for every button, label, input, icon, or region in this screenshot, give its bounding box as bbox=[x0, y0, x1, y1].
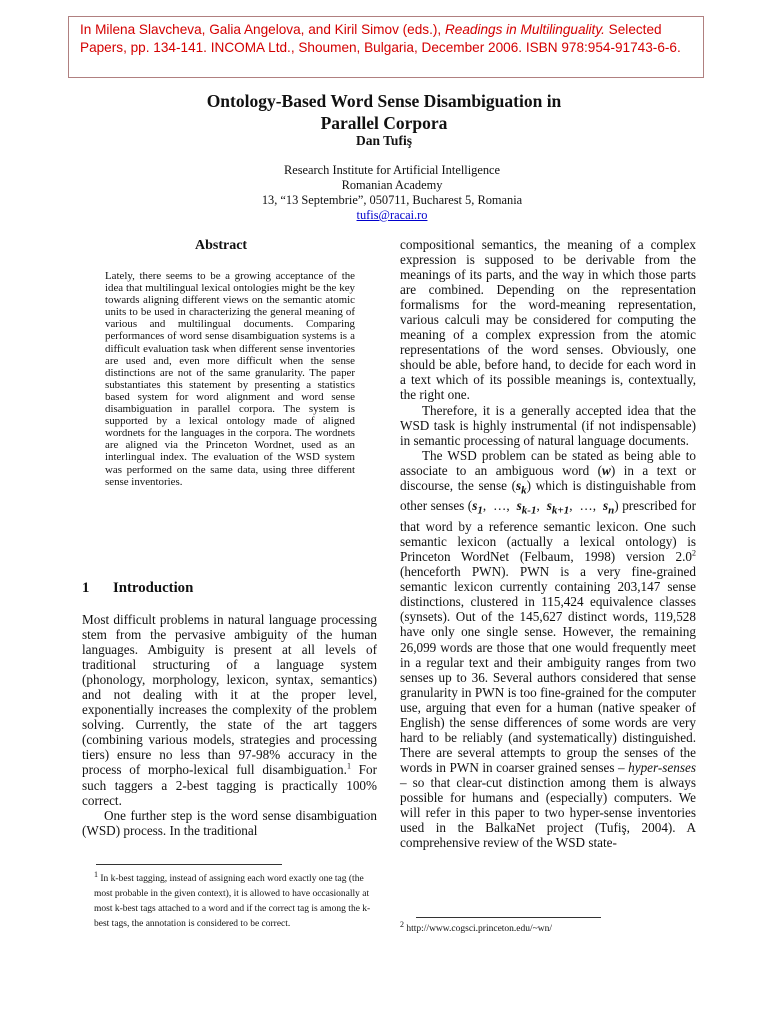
abstract-heading: Abstract bbox=[195, 238, 248, 253]
section-heading bbox=[82, 580, 193, 597]
footnote-1-text: In k-best tagging, instead of assigning each word exactly one tag (the most probable in the given context), it is allowed to have occasionally at most k-best tags attached to a word and if the correct tag is among the k-best tags, the annotation is considered to be correct. bbox=[94, 874, 371, 929]
footnote-ref-2: 2 bbox=[692, 548, 696, 558]
var-s: s bbox=[516, 477, 522, 493]
address: 13, “13 Septembrie”, 050711, Bucharest 5, Romania bbox=[261, 193, 523, 207]
right-paragraph-2: Therefore, it is a generally accepted idea that the WSD task is highly instrumental (if not indispensable) in semantic processing of natural language documents. bbox=[400, 402, 696, 448]
p3-part-a: The WSD problem can be stated as being able to associate to an ambiguous word ( bbox=[400, 447, 696, 478]
title-line-1: Ontology-Based Word Sense Disambiguation in bbox=[206, 91, 562, 111]
email-link[interactable]: tufis@racai.ro bbox=[356, 208, 428, 222]
intro-p1-text: Most difficult problems in natural language processing stem from the pervasive ambiguity of the human languages. Ambiguity is present at all levels of traditional structuring of a language system (phonology, morphology, lexicon, syntax, semantics) and not dealing with it at the proper level, exponentially increases the complexity of the problem solving. Currently, the state of the art taggers (combining various models, strategies and processing tiers) ensure no less than 97-98% accuracy in the process of morpho-lexical full disambiguation. bbox=[82, 612, 377, 778]
footnote-1 bbox=[82, 869, 378, 932]
author-name: Dan Tufiş bbox=[356, 133, 412, 148]
p3-part-b: ) in a text or discourse, the sense ( bbox=[400, 462, 696, 493]
footnote-2-mark: 2 bbox=[400, 919, 404, 929]
var-w: w bbox=[602, 462, 611, 478]
footnote-rule-right bbox=[416, 917, 601, 918]
p3-part-d: prescribed for that word by a reference semantic lexicon. One such semantic lexicon (actually a lexical ontology) is Princeton WordNet (Felbaum, 1998) version 2.0 bbox=[400, 498, 696, 565]
section-number: 1 bbox=[82, 580, 90, 596]
left-column bbox=[82, 612, 377, 838]
footnote-ref-1: 1 bbox=[346, 762, 351, 772]
sense-list: $s_1$ bbox=[472, 498, 483, 518]
var-k: k bbox=[521, 484, 527, 497]
hyper-senses-term: hyper-senses bbox=[628, 759, 696, 775]
intro-p1-tail: For such taggers a 2-best tagging is practically 100% correct. bbox=[82, 762, 377, 808]
citation-post: Selected Papers, pp. 134-141. INCOMA Ltd., Shoumen, Bulgaria, December 2006. ISBN 978:954-91743-6-6. bbox=[80, 22, 681, 55]
footnote-rule-left bbox=[96, 864, 282, 865]
p3-part-f: – so that clear-cut distinction among them is always possible for humans and (especially) computers. We will refer in this paper to two hyper-sense inventories used in the BalkaNet project (Tufiş, 2004). A comprehensive review of the WSD state- bbox=[400, 774, 696, 851]
institute: Research Institute for Artificial Intelligence bbox=[283, 163, 501, 177]
footnote-2 bbox=[400, 919, 696, 934]
right-column bbox=[400, 237, 696, 850]
academy: Romanian Academy bbox=[341, 178, 443, 192]
right-paragraph-3: The WSD problem can be stated as being able to associate to an ambiguous word (w) in a text or discourse, the sense $(s_k)$ which is distinguishable from other senses ($s_1$, …, $s_{k-1}$, $s_{k+1}$, …, $s_n$) prescribed for that word by a reference semantic lexicon. One such semantic lexicon (actually a lexical ontology) is Princeton WordNet (Felbaum, 1998) version $2.0^2$ (henceforth PWN). PWN is a very fine-grained semantic lexicon currently containing 203,147 sense distinctions, clustered in 115,424 equivalence classes (synsets). Out of the 145,627 distinct words, 119,528 have only one single sense. However, the remaining 26,099 words are those that one would frequently meet in a regular text and their ambiguity ranges from two senses up to 36. Several authors considered that sense granularity in PWN is too fine-grained for the computer use, arguing that even for a human (native speaker of English) the sense differences of some words are very hard to be reliably (and systematically) distinguished. There are several attempts to group the senses of the words in PWN in coarser grained senses – hyper-senses – so that clear-cut distinction among them is always possible for humans and (especially) computers. We will refer in this paper to two hyper-sense inventories used in the BalkaNet project (Tufiş, 2004). A comprehensive review of the WSD state- bbox=[400, 447, 697, 851]
citation-pre: In Milena Slavcheva, Galia Angelova, and Kiril Simov (eds.), bbox=[80, 22, 442, 37]
footnote-1-mark: 1 bbox=[94, 869, 98, 879]
citation-book-title: Readings in Multilinguality. bbox=[444, 22, 605, 37]
right-paragraph-1: compositional semantics, the meaning of a complex expression is supposed to be derivable from the meanings of its parts, and the way in which those parts are combined. Depending on the representation formalisms for the word-meaning representation, various calculi may be considered for computing the meaning of a complex expression from the atomic representations of the word senses. Obviously, one should be able, before hand, to decide for each word in a text which of its possible meanings is, contextually, the right one. bbox=[400, 237, 696, 403]
section-title: Introduction bbox=[113, 580, 194, 596]
p3-part-c: ) which is distinguishable from other senses ( bbox=[400, 477, 697, 514]
affiliation bbox=[0, 163, 768, 223]
title-line-2: Parallel Corpora bbox=[320, 113, 448, 133]
citation-box bbox=[68, 16, 704, 78]
footnote-2-url: http://www.cogsci.princeton.edu/~wn/ bbox=[406, 924, 553, 934]
p3-part-e: (henceforth PWN). PWN is a very fine-grained semantic lexicon currently containing 203,147 sense distinctions, clustered in 115,424 equivalence classes (synsets). Out of the 145,627 distinct words, 119,528 have only one single sense. However, the remaining 26,099 words are those that one would frequently meet in a regular text and their ambiguity ranges from two senses up to 36. Several authors considered that sense granularity in PWN is too fine-grained for the computer use, arguing that even for a human (native speaker of English) the sense differences of some words are very hard to be reliably (and systematically) distinguished. There are several attempts to group the senses of the words in PWN in coarser grained senses – bbox=[400, 564, 696, 775]
intro-paragraph-1 bbox=[82, 612, 377, 808]
intro-paragraph-2: One further step is the word sense disambiguation (WSD) process. In the traditional bbox=[82, 807, 377, 838]
paper-title bbox=[0, 90, 768, 134]
abstract-text: Lately, there seems to be a growing acceptance of the idea that multilingual lexical ontologies might be the key towards aligning different views on the semantic atomic units to be used in characterizing the general meaning of various and multilingual documents. Comparing performances of word sense disambiguation systems is a difficult evaluation task when different sense inventories are used and, even more difficult when the sense distinctions are not of the same granularity. The paper substantiates this statement by presenting a statistics based system for word alignment and word sense disambiguation in parallel corpora. The system is supported by a lexical ontology made of aligned wordnets for the languages in the corpora. The wordnets are aligned via the Princeton Wordnet, used as an interlingual index. The evaluation of the WSD system was performed on the same data, using three different sense inventories. bbox=[105, 270, 355, 488]
